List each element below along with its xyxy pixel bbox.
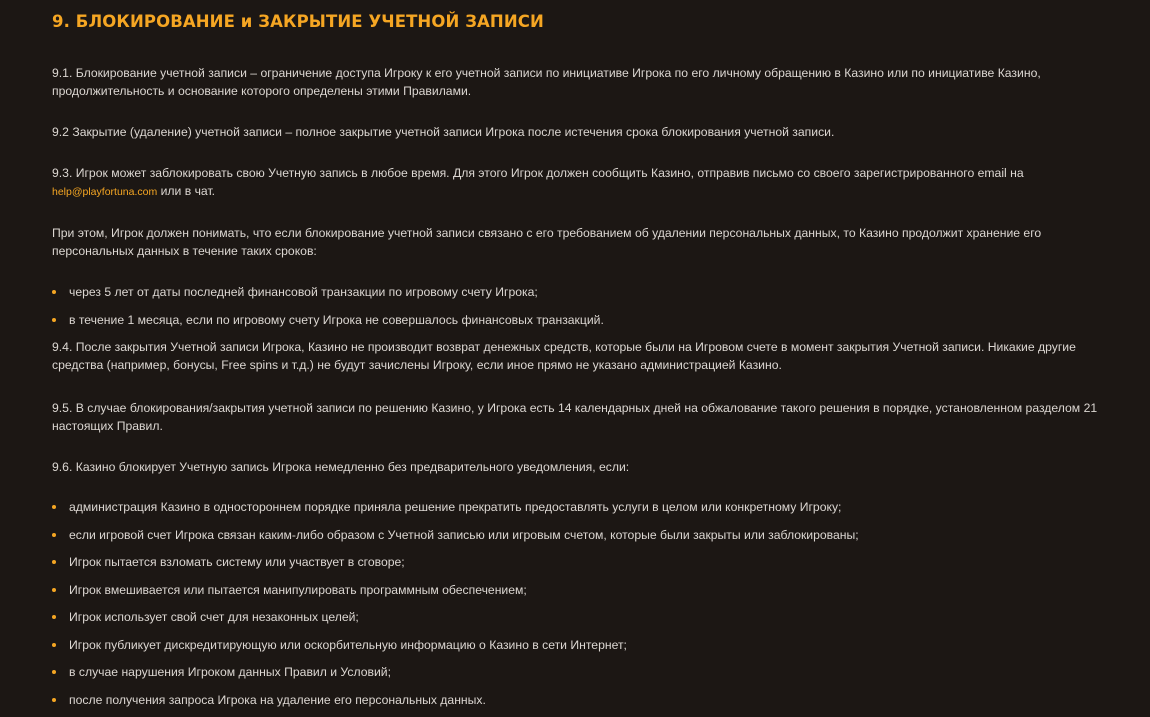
paragraph-9-3-tail: или в чат. <box>157 184 216 198</box>
paragraph-9-2: 9.2 Закрытие (удаление) учетной записи – полное закрытие учетной записи Игрока после истечения срока блокирования учетной записи. <box>52 125 835 139</box>
paragraph-9-1: 9.1. Блокирование учетной записи – ограничение доступа Игроку к его учетной записи по инициативе Игрока по его личному обращению в Казино или по инициативе Казино, продолжительность и основание которого определены этими Правилами. <box>52 66 1041 98</box>
paragraph-9-3-text: 9.3. Игрок может заблокировать свою Учетную запись в любое время. Для этого Игрок должен сообщить Казино, отправив письмо со своего зарегистрированного email на <box>52 166 1024 180</box>
paragraph-data-retention: При этом, Игрок должен понимать, что если блокирование учетной записи связано с его требованием об удалении персональных данных, то Казино продолжит хранение его персональных данных в течение таких сроков: <box>52 226 1042 258</box>
block-reason-item: Игрок использует свой счет для незаконных целей; <box>52 608 1110 626</box>
block-reason-item: администрация Казино в одностороннем порядке приняла решение прекратить предоставлять услуги в целом или конкретному Игроку; <box>52 498 1110 516</box>
support-email-link[interactable]: help@playfortuna.com <box>52 186 158 198</box>
block-reason-item: Игрок публикует дискредитирующую или оскорбительную информацию о Казино в сети Интернет; <box>52 636 1110 654</box>
block-reason-item: если игровой счет Игрока связан каким-либо образом с Учетной записью или игровым счетом, которые были закрыты или заблокированы; <box>52 526 1110 544</box>
block-reason-item: Игрок вмешивается или пытается манипулировать программным обеспечением; <box>52 581 1110 599</box>
block-reason-item: в случае нарушения Игроком данных Правил и Условий; <box>52 663 1110 681</box>
paragraph-9-6: 9.6. Казино блокирует Учетную запись Игрока немедленно без предварительного уведомления, если: <box>52 460 630 474</box>
block-reason-item: после получения запроса Игрока на удаление его персональных данных. <box>52 691 1110 709</box>
block-reason-item: Игрок пытается взломать систему или участвует в сговоре; <box>52 553 1110 571</box>
paragraph-9-3 <box>52 164 1110 201</box>
section-heading: 9. БЛОКИРОВАНИЕ и ЗАКРЫТИЕ УЧЕТНОЙ ЗАПИСИ <box>52 12 544 31</box>
retention-list-item: в течение 1 месяца, если по игровому счету Игрока не совершалось финансовых транзакций. <box>52 311 1110 329</box>
paragraph-9-4: 9.4. После закрытия Учетной записи Игрока, Казино не производит возврат денежных средств, которые были на Игровом счете в момент закрытия Учетной записи. Никакие другие средства (например, бонусы, Free spins и т.д.) не будут зачислены Игроку, если иное прямо не указано администрацией Казино. <box>52 340 1076 372</box>
paragraph-9-5: 9.5. В случае блокирования/закрытия учетной записи по решению Казино, у Игрока есть 14 календарных дней на обжалование такого решения в порядке, установленном разделом 21 настоящих Правил. <box>52 401 1098 433</box>
retention-list-item: через 5 лет от даты последней финансовой транзакции по игровому счету Игрока; <box>52 283 1110 301</box>
